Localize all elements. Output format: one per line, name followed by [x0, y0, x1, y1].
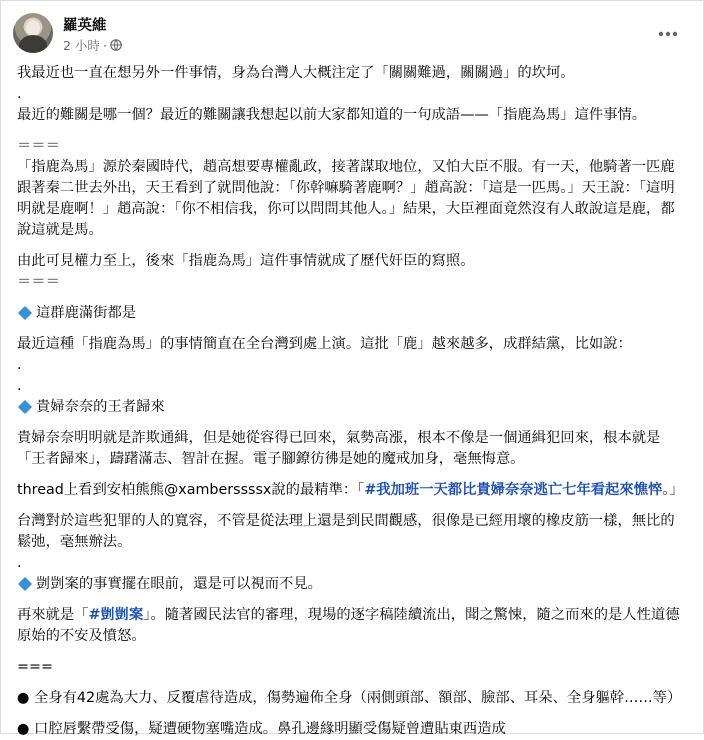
post-body [17, 63, 687, 740]
hashtag-link[interactable]: #剴剴案 [88, 607, 144, 623]
post-meta [63, 36, 122, 54]
separator-dot: . [17, 86, 22, 102]
blue-diamond-icon [18, 576, 32, 590]
avatar[interactable] [13, 13, 53, 53]
paragraph-text-tail: 」。隨著國民法官的審理，現場的逐字稿陸續流出，聞之驚悚，隨之而來的是人性道德原始的不安及憤怒。 [17, 607, 680, 644]
paragraph: 我最近也一直在想另外一件事情，身為台灣人大概注定了「關關難過，關關過」的坎坷。 [17, 65, 575, 81]
paragraph-spacer [17, 470, 687, 480]
globe-icon[interactable] [110, 39, 122, 51]
post-time[interactable]: 2 小時 [63, 38, 100, 53]
separator-dot: . [17, 357, 22, 373]
hashtag-link[interactable]: #我加班一天都比貴婦奈奈逃亡七年看起來憔悴 [364, 482, 663, 498]
section-heading-text: 這群鹿滿街都是 [36, 305, 137, 321]
paragraph: 「指鹿為馬」源於秦國時代，趙高想要專權亂政，接著謀取地位，又怕大臣不服。有一天，他騎著一匹鹿跟著秦二世去外出，天王看到了就問他說：「你幹嘛騎著鹿啊？」趙高說：「這是一匹馬。」天王說：「這明明就是鹿啊！」趙高說：「你不相信我，你可以問問其他人。」結果，大臣裡面竟然沒有人敢說這是鹿，都說這就是馬。 [17, 159, 675, 238]
paragraph-with-hashtag [17, 480, 687, 501]
paragraph-text-tail: 。」 [662, 482, 684, 498]
section-heading [17, 574, 687, 595]
paragraph: 最近這種「指鹿為馬」的事情簡直在全台灣到處上演。這批「鹿」越來越多，成群結黨，比如說： [17, 336, 632, 352]
paragraph: === [17, 659, 53, 675]
paragraph-spacer [17, 126, 687, 136]
paragraph-text: thread上看到安柏熊熊@xamberssssx說的最精準：「 [17, 482, 365, 498]
section-heading-text: 剴剴案的事實擺在眼前，還是可以視而不見。 [36, 576, 322, 592]
paragraph-text: 再來就是「 [17, 607, 89, 623]
separator-dot: . [17, 378, 22, 394]
paragraph-spacer [17, 647, 687, 657]
paragraph-spacer [17, 709, 687, 719]
paragraph-spacer [17, 293, 687, 303]
paragraph: ＝＝＝ [17, 274, 60, 290]
paragraph: 由此可見權力至上，後來「指鹿為馬」這件事情就成了歷代奸臣的寫照。 [17, 253, 475, 269]
blue-diamond-icon [18, 399, 32, 413]
paragraph-with-hashtag [17, 605, 687, 647]
more-options-icon[interactable] [653, 19, 683, 49]
blue-diamond-icon [18, 305, 32, 319]
paragraph: ● 全身有42處為大力、反覆虐待造成，傷勢遍佈全身（兩側頭部、額部、臉部、耳朵、全身軀幹……等） [17, 690, 682, 706]
post-header [13, 13, 691, 59]
paragraph-spacer [17, 678, 687, 688]
author-name[interactable]: 羅英維 [63, 18, 107, 34]
section-heading-text: 貴婦奈奈的王者歸來 [36, 399, 165, 415]
paragraph: 貴婦奈奈明明就是詐欺通緝，但是她從容得已回來，氣勢高漲，根本不像是一個通緝犯回來，根本就是「王者歸來」，躊躇滿志、智計在握。電子腳鐐彷彿是她的魔戒加身，毫無悔意。 [17, 430, 661, 467]
meta-separator: · [102, 37, 107, 53]
paragraph-spacer [17, 418, 687, 428]
section-heading [17, 303, 687, 324]
separator-dot: . [17, 555, 22, 571]
paragraph-spacer [17, 241, 687, 251]
section-heading [17, 397, 687, 418]
paragraph: 台灣對於這些犯罪的人的寬容，不管是從法理上還是到民間觀感，很像是已經用壞的橡皮筋一樣，無比的鬆弛，毫無辦法。 [17, 513, 675, 550]
paragraph: ＝＝＝ [17, 138, 60, 154]
paragraph-spacer [17, 595, 687, 605]
paragraph: ● 口腔唇繫帶受傷，疑遭硬物塞嘴造成。鼻孔邊緣明顯受傷疑曾遭貼東西造成 [17, 721, 506, 737]
paragraph-spacer [17, 324, 687, 334]
paragraph: 最近的難關是哪一個？最近的難關讓我想起以前大家都知道的一句成語——「指鹿為馬」這件事情。 [17, 107, 647, 123]
paragraph-spacer [17, 501, 687, 511]
